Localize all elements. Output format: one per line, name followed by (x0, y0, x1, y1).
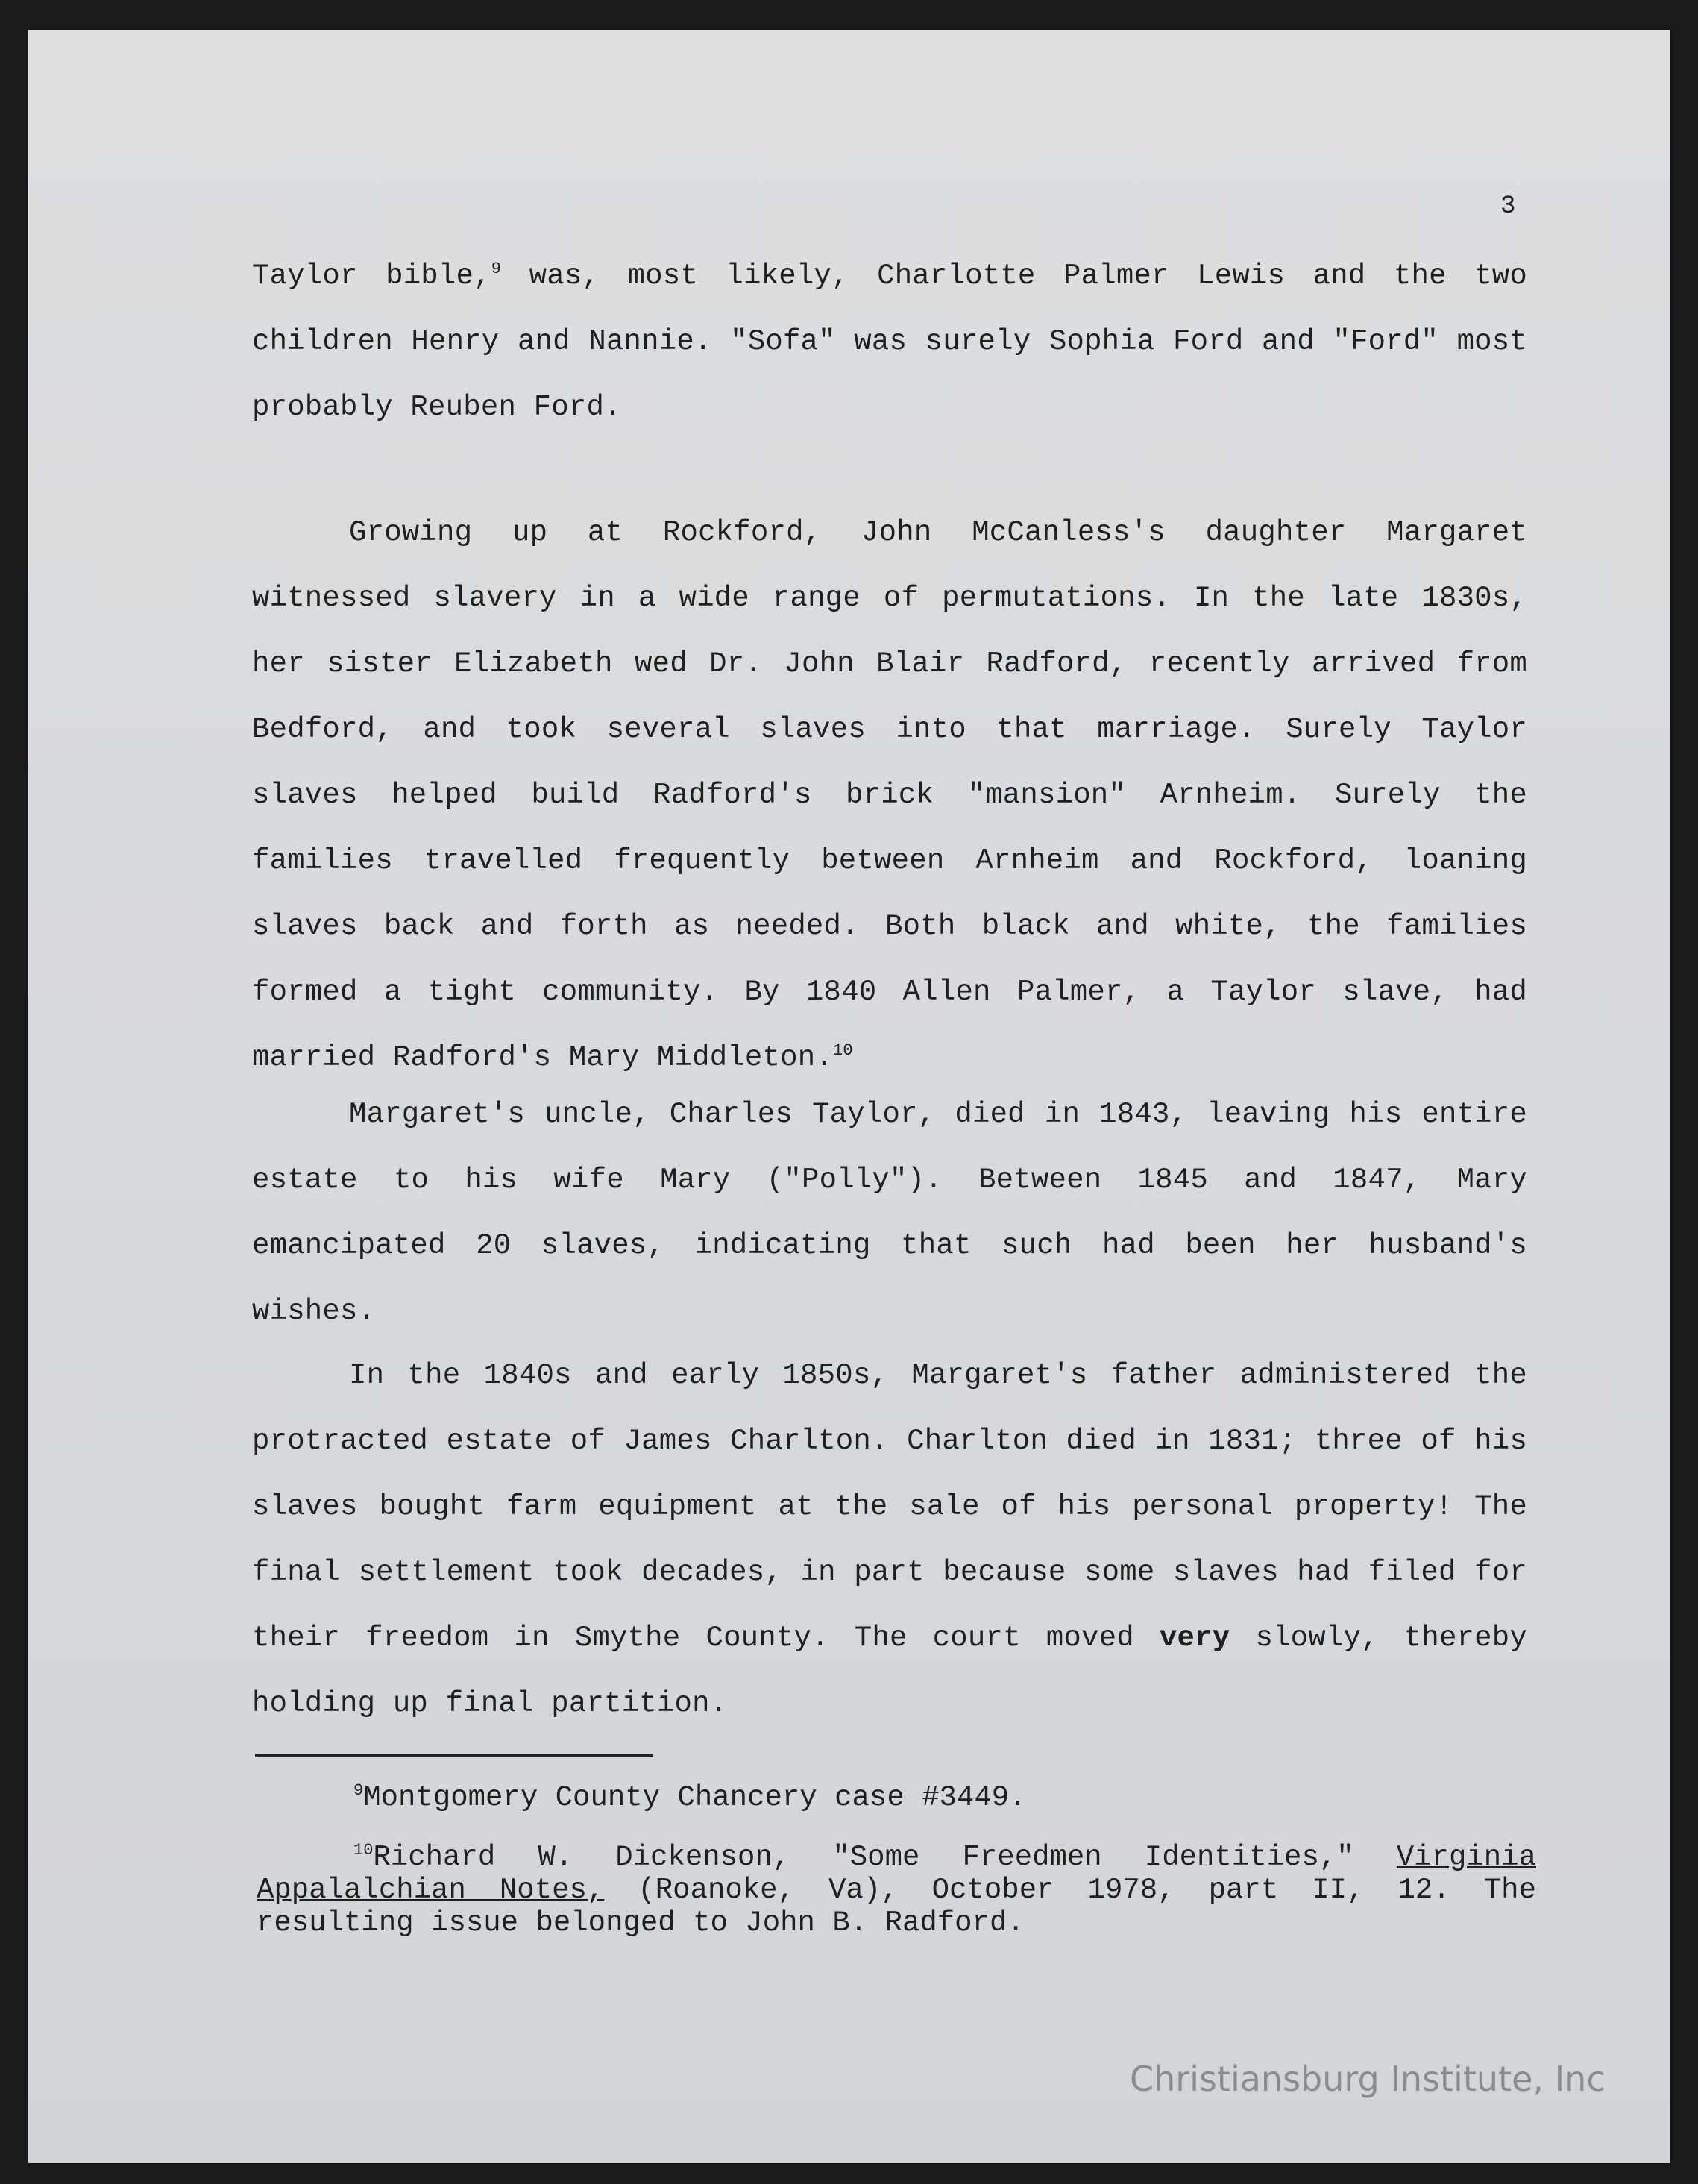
footnote (257, 1781, 1536, 1814)
footnote-text: Richard W. Dickenson, "Some Freedmen Identities," (373, 1841, 1397, 1874)
footnote-text: (Roanoke, Va), October 1978, part II, 12. The resulting issue belonged to John B. Radford. (257, 1874, 1536, 1939)
watermark: Christiansburg Institute, Inc (1130, 2059, 1606, 2099)
paragraph (252, 243, 1527, 440)
footnote-mark: 10 (353, 1841, 374, 1860)
footnote (257, 1841, 1536, 1939)
citation-title: Virginia Appalalchian Notes, (257, 1841, 1536, 1907)
paragraph-text: Taylor bible, (252, 260, 491, 292)
paragraph-text: Margaret's uncle, Charles Taylor, died in 1843, leaving his entire estate to his wife Mary ("Polly"). Between 1845 and 1847, Mary emancipated 20 slaves, indicating that such had been her husband's wishes. (252, 1098, 1527, 1328)
page-number: 3 (1500, 192, 1516, 221)
footnote-divider (255, 1754, 653, 1757)
paragraph (252, 1082, 1527, 1344)
footnote-mark: 9 (353, 1781, 364, 1800)
footnote-reference: 10 (832, 1041, 853, 1060)
paragraph (252, 500, 1527, 1091)
paragraph (252, 1343, 1527, 1736)
paragraph-text: Growing up at Rockford, John McCanless's daughter Margaret witnessed slavery in a wide range of permutations. In the late 1830s, her sister Elizabeth wed Dr. John Blair Radford, recently arrived from Bedford, and took several slaves into that marriage. Surely Taylor slaves helped build Radford's brick "mansion" Arnheim. Surely the families travelled frequently between Arnheim and Rockford, loaning slaves back and forth as needed. Both black and white, the families formed a tight community. By 1840 Allen Palmer, a Taylor slave, had married Radford's Mary Middleton. (252, 516, 1527, 1074)
paragraph-text: In the 1840s and early 1850s, Margaret's father administered the protracted estate of James Charlton. Charlton died in 1831; three of his slaves bought farm equipment at the sale of his personal property! The final settlement took decades, in part because some slaves had filed for their freedom in Smythe County. The court moved (252, 1359, 1527, 1654)
paragraph-text: slowly, thereby holding up final partition. (252, 1622, 1527, 1720)
footnote-reference: 9 (491, 260, 502, 278)
paragraph-text: was, most likely, Charlotte Palmer Lewis and the two children Henry and Nannie. "Sofa" was surely Sophia Ford and "Ford" most probably Reuben Ford. (252, 260, 1527, 424)
footnote-text: Montgomery County Chancery case #3449. (363, 1781, 1027, 1814)
emphasis-text: very (1159, 1622, 1230, 1654)
